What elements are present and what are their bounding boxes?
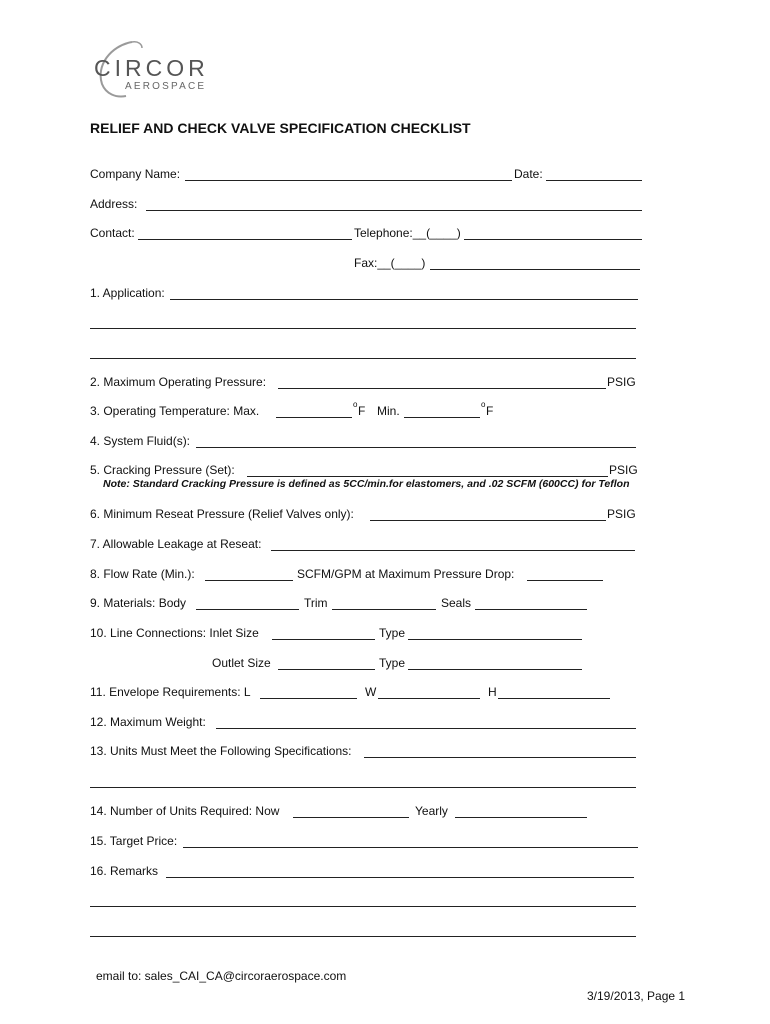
remarks-field[interactable] — [166, 877, 634, 878]
trim-field[interactable] — [332, 609, 436, 610]
cracking-field[interactable] — [247, 476, 608, 477]
temp-min-degree: o — [481, 400, 486, 409]
application-field-2[interactable] — [90, 328, 636, 329]
remarks-label: 16. Remarks — [90, 864, 159, 878]
telephone-field[interactable] — [464, 239, 642, 240]
max-pressure-unit: PSIG — [607, 375, 636, 389]
reseat-unit: PSIG — [607, 507, 636, 521]
materials-label: 9. Materials: Body — [90, 596, 187, 610]
temp-max-field[interactable] — [276, 417, 352, 418]
temp-min-field[interactable] — [404, 417, 480, 418]
company-label: Company Name: — [90, 167, 181, 181]
cracking-unit: PSIG — [609, 463, 638, 477]
line-conn-label: 10. Line Connections: Inlet Size — [90, 626, 259, 640]
pressure-drop-field[interactable] — [527, 580, 603, 581]
footer-email[interactable]: email to: sales_CAI_CA@circoraerospace.com — [96, 969, 347, 983]
inlet-type-field[interactable] — [408, 639, 582, 640]
price-field[interactable] — [183, 847, 638, 848]
max-pressure-field[interactable] — [278, 388, 606, 389]
envelope-w-label: W — [365, 685, 377, 699]
application-label: 1. Application: — [90, 286, 165, 300]
outlet-size-field[interactable] — [278, 669, 375, 670]
op-temp-label: 3. Operating Temperature: Max. — [90, 404, 260, 418]
cracking-label: 5. Cracking Pressure (Set): — [90, 463, 235, 477]
telephone-label: Telephone:__(____) — [354, 226, 461, 240]
specs-label: 13. Units Must Meet the Following Specifications: — [90, 744, 352, 758]
max-pressure-label: 2. Maximum Operating Pressure: — [90, 375, 267, 389]
logo-subtitle: AEROSPACE — [125, 81, 207, 92]
cracking-note: Note: Standard Cracking Pressure is defined as 5CC/min.for elastomers, and .02 SCFM (600CC) for Teflon — [103, 478, 630, 490]
weight-field[interactable] — [216, 728, 636, 729]
company-field[interactable] — [185, 180, 512, 181]
flow-field[interactable] — [205, 580, 293, 581]
fluids-label: 4. System Fluid(s): — [90, 434, 191, 448]
inlet-size-field[interactable] — [272, 639, 375, 640]
price-label: 15. Target Price: — [90, 834, 178, 848]
leakage-label: 7. Allowable Leakage at Reseat: — [90, 537, 262, 551]
contact-label: Contact: — [90, 226, 135, 240]
temp-max-unit: F — [358, 404, 366, 418]
body-field[interactable] — [196, 609, 299, 610]
fluids-field[interactable] — [196, 447, 636, 448]
units-yearly-field[interactable] — [455, 817, 587, 818]
outlet-type-label: Type — [379, 656, 406, 670]
envelope-w-field[interactable] — [378, 698, 480, 699]
address-label: Address: — [90, 197, 138, 211]
specs-field-2[interactable] — [90, 787, 636, 788]
reseat-label: 6. Minimum Reseat Pressure (Relief Valves only): — [90, 507, 354, 521]
application-field-3[interactable] — [90, 358, 636, 359]
temp-min-label: Min. — [377, 404, 400, 418]
units-label: 14. Number of Units Required: Now — [90, 804, 280, 818]
specs-field[interactable] — [364, 757, 636, 758]
temp-max-degree: o — [353, 400, 358, 409]
flow-unit-label: SCFM/GPM at Maximum Pressure Drop: — [297, 567, 515, 581]
address-field[interactable] — [146, 210, 642, 211]
reseat-field[interactable] — [370, 520, 606, 521]
trim-label: Trim — [304, 596, 328, 610]
outlet-size-label: Outlet Size — [212, 656, 271, 670]
fax-label: Fax:__(____) — [354, 256, 426, 270]
yearly-label: Yearly — [415, 804, 448, 818]
outlet-type-field[interactable] — [408, 669, 582, 670]
envelope-h-field[interactable] — [498, 698, 610, 699]
logo-name: CIRCOR — [94, 55, 209, 81]
leakage-field[interactable] — [271, 550, 635, 551]
temp-min-unit: F — [486, 404, 494, 418]
weight-label: 12. Maximum Weight: — [90, 715, 206, 729]
envelope-h-label: H — [488, 685, 497, 699]
fax-field[interactable] — [430, 269, 640, 270]
date-label: Date: — [514, 167, 543, 181]
seals-label: Seals — [441, 596, 472, 610]
envelope-l-field[interactable] — [260, 698, 357, 699]
remarks-field-2[interactable] — [90, 906, 636, 907]
date-field[interactable] — [546, 180, 642, 181]
logo — [92, 38, 227, 100]
footer-page: 3/19/2013, Page 1 — [587, 989, 686, 1003]
flow-label: 8. Flow Rate (Min.): — [90, 567, 195, 581]
application-field[interactable] — [170, 299, 638, 300]
inlet-type-label: Type — [379, 626, 406, 640]
contact-field[interactable] — [138, 239, 352, 240]
seals-field[interactable] — [475, 609, 587, 610]
remarks-field-3[interactable] — [90, 936, 636, 937]
page-title: RELIEF AND CHECK VALVE SPECIFICATION CHECKLIST — [90, 120, 471, 136]
units-now-field[interactable] — [293, 817, 409, 818]
envelope-label: 11. Envelope Requirements: L — [90, 685, 251, 699]
